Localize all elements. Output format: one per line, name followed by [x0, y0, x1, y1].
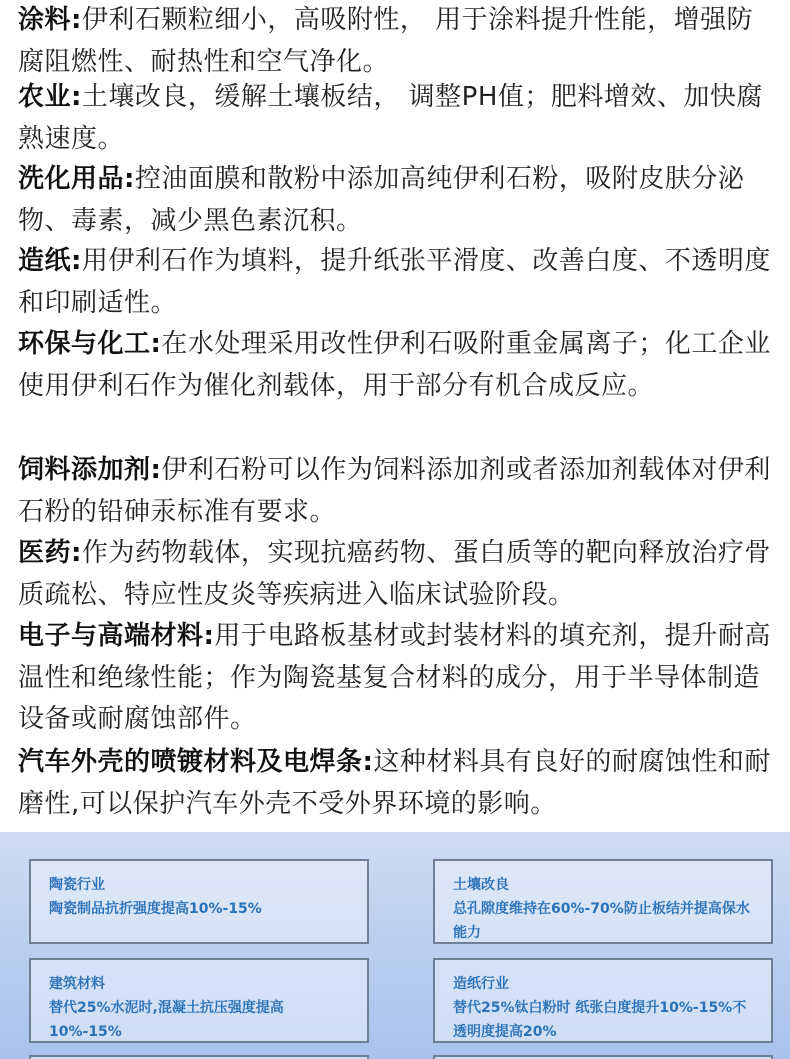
card-soil-improvement: [433, 859, 773, 944]
card-description: 替代25%钛白粉时 纸张白度提升10%-15%不透明度提高20%: [453, 1000, 747, 1040]
card-title: 造纸行业: [453, 976, 509, 992]
paragraph-cosmetics: [18, 159, 774, 242]
paragraph-label: 洗化用品:: [18, 164, 135, 194]
paragraph-text: 伊利石颗粒细小，高吸附性， 用于涂料提升性能，增强防腐阻燃性、耐热性和空气净化。: [18, 5, 754, 77]
card-partial-top: [29, 1055, 369, 1059]
card-description: 替代25%水泥时,混凝土抗压强度提高10%-15%: [49, 1000, 284, 1040]
paragraph-feed-additive: [18, 450, 774, 533]
paragraph-label: 造纸:: [18, 246, 82, 276]
paragraph-text: 控油面膜和散粉中添加高纯伊利石粉，吸附皮肤分泌物、毒素，减少黑色素沉积。: [18, 164, 745, 236]
paragraph-medicine: [18, 533, 774, 616]
paragraph-text: 伊利石粉可以作为饲料添加剂或者添加剂载体对伊利石粉的铅砷汞标准有要求。: [18, 455, 771, 527]
card-title: 建筑材料: [49, 976, 105, 992]
paragraph-label: 医药:: [18, 538, 82, 568]
paragraph-text: 用伊利石作为填料，提升纸张平滑度、改善白度、不透明度和印刷适性。: [18, 246, 771, 318]
paragraph-label: 饲料添加剂:: [18, 455, 162, 485]
paragraph-environment-chemical: [18, 324, 774, 407]
card-paper-industry: [433, 958, 773, 1043]
card-ceramics: [29, 859, 369, 944]
paragraph-label: 涂料:: [18, 5, 82, 35]
paragraph-text: 在水处理采用改性伊利石吸附重金属离子；化工企业使用伊利石作为催化剂载体，用于部分有机合成反应。: [18, 329, 771, 401]
paragraph-papermaking: [18, 241, 774, 324]
paragraph-text: 用于电路板基材或封装材料的填充剂，提升耐高温性和绝缘性能；作为陶瓷基复合材料的成分，用于半导体制造设备或耐腐蚀部件。: [18, 621, 771, 734]
paragraph-text: 这种材料具有良好的耐腐蚀性和耐磨性,可以保护汽车外壳不受外界环境的影响。: [18, 747, 771, 819]
paragraph-label: 农业:: [18, 82, 82, 112]
card-title: 土壤改良: [453, 877, 509, 893]
paragraph-label: 汽车外壳的喷镀材料及电焊条:: [18, 747, 374, 777]
paragraph-text: 作为药物载体，实现抗癌药物、蛋白质等的靶向释放治疗骨质疏松、特应性皮炎等疾病进入临床试验阶段。: [18, 538, 771, 610]
paragraph-text: 土壤改良，缓解土壤板结， 调整PH值；肥料增效、加快腐熟速度。: [18, 82, 763, 154]
paragraph-electronics: [18, 616, 774, 741]
industry-card-panel: [0, 832, 790, 1059]
card-description: 陶瓷制品抗折强度提高10%-15%: [49, 901, 262, 917]
paragraph-coating: [18, 0, 774, 83]
card-building-materials: [29, 958, 369, 1043]
paragraph-automotive: [18, 742, 774, 825]
card-title: 陶瓷行业: [49, 877, 105, 893]
paragraph-label: 环保与化工:: [18, 329, 162, 359]
card-partial-top: [433, 1055, 773, 1059]
paragraph-label: 电子与高端材料:: [18, 621, 215, 651]
paragraph-agriculture: [18, 77, 774, 160]
card-description: 总孔隙度维持在60%-70%防止板结并提高保水能力: [453, 901, 750, 941]
